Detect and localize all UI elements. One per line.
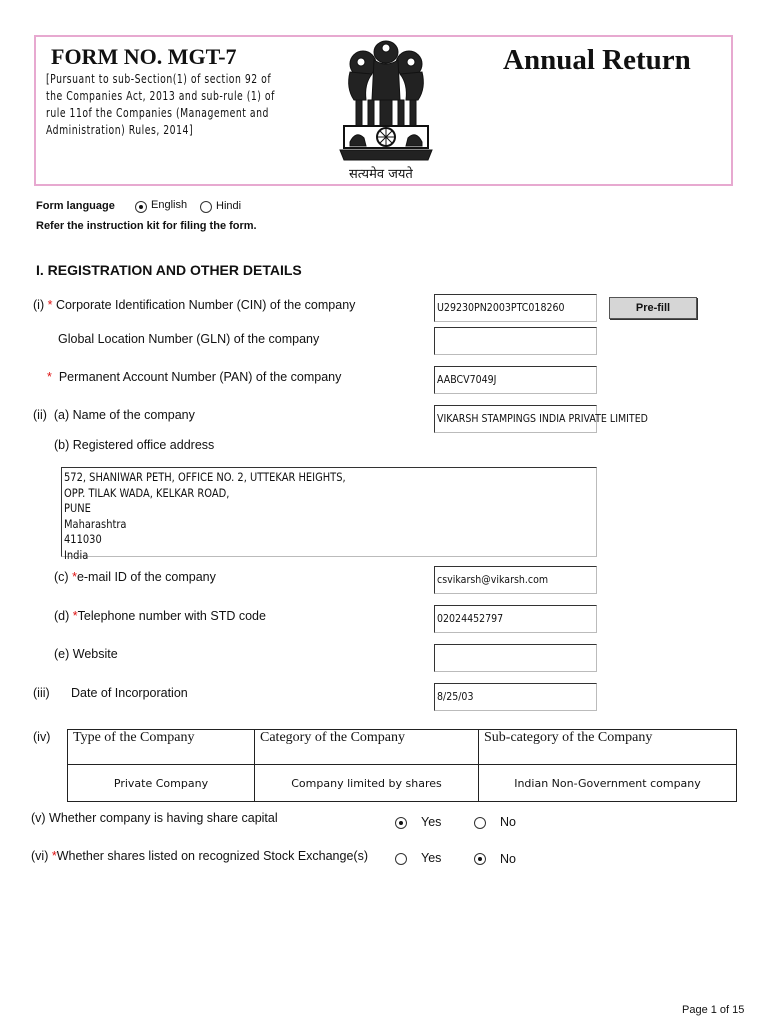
pan-label [47,370,341,384]
name-number: (ii) [33,408,47,422]
email-label-text: e-mail ID of the company [76,570,216,584]
required-star: * [47,370,52,384]
phone-label [54,609,266,623]
company-name-value: VIKARSH STAMPINGS INDIA PRIVATE LIMITED [437,412,648,425]
email-value: csvikarsh@vikarsh.com [437,573,549,586]
address-line: Maharashtra [64,516,127,531]
pursuant-line: the Companies Act, 2013 and sub-rule (1) of [46,89,275,103]
cin-number: (i) [33,298,45,312]
company-subcategory-value: Indian Non-Government company [479,765,737,802]
table-header-cell: Category of the Company [255,730,479,765]
share-capital-label: (v) Whether company is having share capital [31,811,278,825]
share-capital-yes-label: Yes [421,815,442,829]
phone-field[interactable] [434,605,597,633]
phone-label-number: (d) [54,609,70,623]
doi-value: 8/25/03 [437,690,474,703]
share-capital-no-radio[interactable] [474,817,486,829]
name-label-text: (a) Name of the company [53,408,195,422]
doi-field[interactable] [434,683,597,711]
address-label: (b) Registered office address [54,438,215,452]
language-english-label: English [151,199,188,211]
address-line: PUNE [64,501,91,515]
required-star: * [72,570,77,584]
address-line: 411030 [64,532,102,546]
pursuant-line: [Pursuant to sub-Section(1) of section 92 of [46,72,272,86]
share-capital-no-label: No [500,815,516,829]
table-header-cell: Sub-category of the Company [479,730,737,765]
prefill-button[interactable]: Pre-fill [609,297,697,319]
pursuant-line: rule 11of the Companies (Management and [46,106,269,120]
company-name-field[interactable] [434,405,648,433]
language-hindi-label: Hindi [216,200,242,212]
listed-label [31,849,368,863]
email-field[interactable] [434,566,597,594]
language-hindi-radio[interactable] [200,201,212,213]
table-header-cell: Type of the Company [68,730,255,765]
form-language-label: Form language [36,200,115,212]
company-name-label [33,408,195,422]
address-line: India [64,547,89,562]
email-label-number: (c) [54,570,69,584]
language-english-radio[interactable] [135,201,147,213]
cin-field[interactable] [434,294,597,322]
cin-label-text: Corporate Identification Number (CIN) of the company [55,298,356,312]
form-number: FORM NO. MGT-7 [51,44,237,69]
company-type-value: Private Company [68,765,255,802]
listed-yes-label: Yes [421,851,442,865]
table-header-row [68,730,737,765]
share-capital-yes-radio[interactable] [395,817,407,829]
phone-label-text: Telephone number with STD code [77,609,266,623]
company-type-table [67,729,737,802]
pan-label-text: Permanent Account Number (PAN) of the company [58,370,342,384]
listed-yes-radio[interactable] [395,853,407,865]
pursuant-line: Administration) Rules, 2014] [46,123,194,137]
national-emblem-icon [336,38,436,162]
cin-label [33,298,355,312]
website-field[interactable] [434,644,597,672]
gln-label: Global Location Number (GLN) of the company [58,332,320,346]
doi-label: Date of Incorporation [71,686,188,700]
address-line: 572, SHANIWAR PETH, OFFICE NO. 2, UTTEKAR HEIGHTS, [64,470,346,484]
table-row [68,765,737,802]
cin-value: U29230PN2003PTC018260 [437,301,565,314]
required-star: * [72,609,78,623]
page-title: Annual Return [503,44,691,76]
doi-number: (iii) [33,686,50,700]
required-star: * [51,849,57,863]
pan-value: AABCV7049J [437,373,497,386]
listed-label-text: Whether shares listed on recognized Stock Exchange(s) [56,849,368,863]
required-star: * [47,298,53,312]
address-line: OPP. TILAK WADA, KELKAR ROAD, [64,485,230,500]
address-textarea[interactable] [61,467,597,562]
gln-field[interactable] [434,327,597,355]
company-category-value: Company limited by shares [255,765,479,802]
phone-value: 02024452797 [437,612,504,625]
pan-field[interactable] [434,366,597,394]
pursuant-text [46,71,304,139]
listed-no-label: No [500,852,516,866]
listed-number: (vi) [31,849,49,863]
section-title: I. REGISTRATION AND OTHER DETAILS [36,262,302,278]
listed-no-radio[interactable] [474,853,486,865]
page-number: Page 1 of 15 [682,1004,745,1016]
emblem-motto: सत्यमेव जयते [349,167,413,182]
type-number: (iv) [33,730,51,744]
website-label: (e) Website [54,647,118,661]
instruction-text: Refer the instruction kit for filing the form. [36,220,257,232]
email-label [54,570,216,584]
